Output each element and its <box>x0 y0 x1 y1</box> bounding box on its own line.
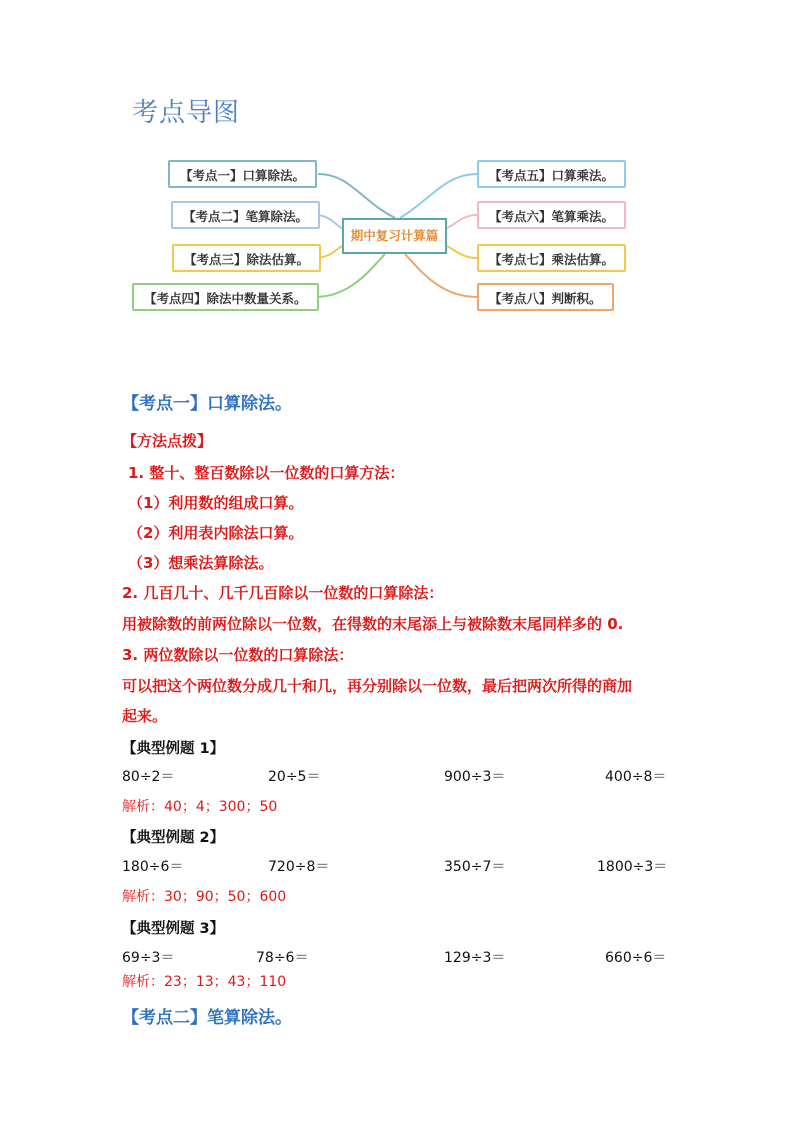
example-1-problem-2: 20÷5＝ <box>268 769 321 785</box>
method-line-2: （1）利用数的组成口算。 <box>128 494 304 512</box>
example-1-answer: 解析：40；4；300；50 <box>122 799 278 815</box>
mindmap-node-5: 【考点五】口算乘法。 <box>477 160 626 188</box>
mindmap-node-4: 【考点四】除法中数量关系。 <box>132 283 319 311</box>
example-2-problem-4: 1800÷3＝ <box>597 859 668 875</box>
method-line-7: 3. 两位数除以一位数的口算除法： <box>122 646 354 664</box>
mindmap-node-6: 【考点六】笔算乘法。 <box>477 201 626 229</box>
method-line-6: 用被除数的前两位除以一位数，在得数的末尾添上与被除数末尾同样多的 0. <box>122 615 624 633</box>
example-2-problem-2: 720÷8＝ <box>268 859 330 875</box>
example-3-answer: 解析：23；13；43；110 <box>122 974 287 990</box>
section1-heading: 【考点一】口算除法。 <box>122 394 292 414</box>
method-line-1: 1. 整十、整百数除以一位数的口算方法： <box>128 464 405 482</box>
example-3-problem-2: 78÷6＝ <box>256 950 309 966</box>
method-line-9: 起来。 <box>122 707 168 725</box>
example-1-problem-1: 80÷2＝ <box>122 769 175 785</box>
mindmap-node-3: 【考点三】除法估算。 <box>172 244 321 272</box>
example-3-problem-1: 69÷3＝ <box>122 950 175 966</box>
example-1-label: 【典型例题 1】 <box>122 741 225 757</box>
method-line-4: （3）想乘法算除法。 <box>128 554 274 572</box>
example-3-label: 【典型例题 3】 <box>122 921 225 937</box>
mindmap-center: 期中复习计算篇 <box>342 218 447 254</box>
method-line-5: 2. 几百几十、几千几百除以一位数的口算除法： <box>122 584 444 602</box>
example-2-problem-1: 180÷6＝ <box>122 859 184 875</box>
example-2-problem-3: 350÷7＝ <box>444 859 506 875</box>
example-2-answer: 解析：30；90；50；600 <box>122 889 287 905</box>
section2-heading: 【考点二】笔算除法。 <box>122 1008 292 1028</box>
method-line-3: （2）利用表内除法口算。 <box>128 524 304 542</box>
example-3-problem-4: 660÷6＝ <box>605 950 667 966</box>
example-1-problem-4: 400÷8＝ <box>605 769 667 785</box>
mindmap-node-2: 【考点二】笔算除法。 <box>171 201 320 229</box>
mindmap-node-8: 【考点八】判断积。 <box>477 283 614 311</box>
mindmap-node-7: 【考点七】乘法估算。 <box>477 244 626 272</box>
example-1-problem-3: 900÷3＝ <box>444 769 506 785</box>
method-line-8: 可以把这个两位数分成几十和几，再分别除以一位数，最后把两次所得的商加 <box>122 677 633 695</box>
method-heading: 【方法点拨】 <box>122 432 213 450</box>
example-2-label: 【典型例题 2】 <box>122 830 225 846</box>
example-3-problem-3: 129÷3＝ <box>444 950 506 966</box>
mindmap-node-1: 【考点一】口算除法。 <box>168 160 317 188</box>
page-title: 考点导图 <box>132 98 241 128</box>
